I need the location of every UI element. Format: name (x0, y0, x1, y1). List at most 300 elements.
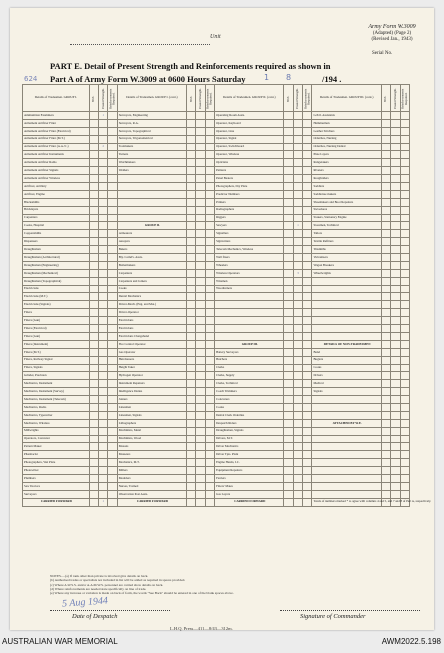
count-cell[interactable] (99, 427, 108, 435)
count-cell[interactable] (284, 498, 293, 506)
count-cell[interactable] (284, 364, 293, 372)
count-cell[interactable] (284, 435, 293, 443)
count-cell[interactable] (284, 332, 293, 340)
count-cell[interactable] (99, 127, 108, 135)
count-cell[interactable] (400, 443, 410, 451)
count-cell[interactable] (187, 403, 196, 411)
count-cell[interactable] (108, 143, 117, 151)
count-cell[interactable] (391, 427, 400, 435)
count-cell[interactable] (303, 269, 312, 277)
count-cell[interactable] (391, 159, 400, 167)
count-cell[interactable] (187, 190, 196, 198)
count-cell[interactable] (99, 309, 108, 317)
count-cell[interactable] (196, 356, 205, 364)
count-cell[interactable] (196, 325, 205, 333)
count-cell[interactable] (196, 340, 205, 348)
count-cell[interactable] (400, 167, 410, 175)
count-cell[interactable] (391, 261, 400, 269)
count-cell[interactable] (89, 254, 98, 262)
count-cell[interactable] (391, 459, 400, 467)
count-cell[interactable] (187, 498, 196, 506)
count-cell[interactable] (205, 419, 214, 427)
count-cell[interactable] (99, 214, 108, 222)
count-cell[interactable] (89, 190, 98, 198)
count-cell[interactable] (293, 143, 302, 151)
count-cell[interactable] (381, 159, 390, 167)
count-cell[interactable] (89, 490, 98, 498)
count-cell[interactable] (293, 317, 302, 325)
count-cell[interactable] (99, 285, 108, 293)
count-cell[interactable] (196, 364, 205, 372)
count-cell[interactable] (99, 380, 108, 388)
count-cell[interactable] (196, 388, 205, 396)
count-cell[interactable] (196, 443, 205, 451)
count-cell[interactable] (196, 127, 205, 135)
count-cell[interactable] (205, 380, 214, 388)
count-cell[interactable] (400, 198, 410, 206)
count-cell[interactable] (187, 474, 196, 482)
count-cell[interactable] (99, 246, 108, 254)
count-cell[interactable] (108, 388, 117, 396)
count-cell[interactable] (108, 135, 117, 143)
count-cell[interactable] (381, 127, 390, 135)
count-cell[interactable] (99, 222, 108, 230)
count-cell[interactable] (89, 214, 98, 222)
count-cell[interactable] (99, 293, 108, 301)
count-cell[interactable] (99, 151, 108, 159)
count-cell[interactable] (89, 206, 98, 214)
count-cell[interactable] (293, 443, 302, 451)
count-cell[interactable] (99, 348, 108, 356)
count-cell[interactable] (187, 198, 196, 206)
count-cell[interactable] (205, 356, 214, 364)
count-cell[interactable] (284, 238, 293, 246)
count-cell[interactable] (196, 309, 205, 317)
count-cell[interactable] (293, 411, 302, 419)
count-cell[interactable] (400, 183, 410, 191)
count-cell[interactable] (293, 309, 302, 317)
count-cell[interactable] (381, 269, 390, 277)
count-cell[interactable] (196, 435, 205, 443)
count-cell[interactable] (196, 285, 205, 293)
count-cell[interactable] (303, 143, 312, 151)
count-cell[interactable] (284, 396, 293, 404)
count-cell[interactable] (284, 411, 293, 419)
count-cell[interactable] (293, 112, 302, 120)
count-cell[interactable] (381, 261, 390, 269)
count-cell[interactable] (400, 364, 410, 372)
count-cell[interactable] (303, 214, 312, 222)
count-cell[interactable] (99, 198, 108, 206)
count-cell[interactable] (293, 459, 302, 467)
count-cell[interactable] (108, 309, 117, 317)
count-cell[interactable] (284, 246, 293, 254)
count-cell[interactable] (108, 459, 117, 467)
count-cell[interactable] (303, 380, 312, 388)
count-cell[interactable] (205, 443, 214, 451)
count-cell[interactable] (99, 325, 108, 333)
count-cell[interactable] (205, 230, 214, 238)
count-cell[interactable] (293, 301, 302, 309)
count-cell[interactable] (187, 119, 196, 127)
count-cell[interactable] (187, 309, 196, 317)
count-cell[interactable] (196, 380, 205, 388)
count-cell[interactable] (391, 388, 400, 396)
count-cell[interactable] (89, 198, 98, 206)
count-cell[interactable] (108, 190, 117, 198)
count-cell[interactable] (400, 332, 410, 340)
count-cell[interactable] (391, 277, 400, 285)
count-cell[interactable] (293, 198, 302, 206)
count-cell[interactable] (391, 435, 400, 443)
count-cell[interactable] (89, 340, 98, 348)
count-cell[interactable] (196, 332, 205, 340)
count-cell[interactable] (381, 451, 390, 459)
count-cell[interactable] (381, 190, 390, 198)
count-cell[interactable] (284, 127, 293, 135)
count-cell[interactable] (196, 482, 205, 490)
count-cell[interactable] (400, 119, 410, 127)
count-cell[interactable] (400, 112, 410, 120)
count-cell[interactable] (99, 135, 108, 143)
count-cell[interactable] (381, 380, 390, 388)
count-cell[interactable] (400, 238, 410, 246)
count-cell[interactable] (293, 214, 302, 222)
count-cell[interactable] (89, 261, 98, 269)
count-cell[interactable] (205, 427, 214, 435)
count-cell[interactable] (284, 143, 293, 151)
count-cell[interactable] (89, 482, 98, 490)
count-cell[interactable] (293, 135, 302, 143)
count-cell[interactable] (303, 498, 312, 506)
count-cell[interactable] (108, 293, 117, 301)
count-cell[interactable] (381, 372, 390, 380)
count-cell[interactable] (303, 427, 312, 435)
count-cell[interactable] (205, 309, 214, 317)
count-cell[interactable] (391, 183, 400, 191)
count-cell[interactable] (89, 396, 98, 404)
count-cell[interactable] (99, 119, 108, 127)
count-cell[interactable] (284, 482, 293, 490)
count-cell[interactable] (303, 451, 312, 459)
count-cell[interactable] (381, 396, 390, 404)
count-cell[interactable] (205, 119, 214, 127)
count-cell[interactable] (187, 151, 196, 159)
count-cell[interactable] (400, 214, 410, 222)
count-cell[interactable] (381, 112, 390, 120)
count-cell[interactable] (187, 293, 196, 301)
count-cell[interactable] (89, 135, 98, 143)
count-cell[interactable] (187, 214, 196, 222)
count-cell[interactable] (196, 151, 205, 159)
count-cell[interactable] (400, 427, 410, 435)
count-cell[interactable] (196, 112, 205, 120)
count-cell[interactable] (205, 238, 214, 246)
count-cell[interactable] (391, 254, 400, 262)
count-cell[interactable] (381, 301, 390, 309)
count-cell[interactable] (108, 127, 117, 135)
count-cell[interactable] (196, 119, 205, 127)
count-cell[interactable] (99, 451, 108, 459)
count-cell[interactable] (99, 356, 108, 364)
count-cell[interactable] (89, 269, 98, 277)
count-cell[interactable] (187, 143, 196, 151)
count-cell[interactable] (293, 151, 302, 159)
count-cell[interactable] (391, 490, 400, 498)
count-cell[interactable] (205, 293, 214, 301)
count-cell[interactable] (400, 190, 410, 198)
count-cell[interactable] (196, 317, 205, 325)
count-cell[interactable] (284, 175, 293, 183)
count-cell[interactable] (205, 167, 214, 175)
count-cell[interactable] (196, 459, 205, 467)
count-cell[interactable] (89, 127, 98, 135)
count-cell[interactable] (89, 356, 98, 364)
count-cell[interactable] (381, 198, 390, 206)
count-cell[interactable] (187, 467, 196, 475)
count-cell[interactable] (400, 127, 410, 135)
count-cell[interactable] (196, 419, 205, 427)
count-cell[interactable] (303, 372, 312, 380)
count-cell[interactable] (187, 317, 196, 325)
count-cell[interactable]: 1 (99, 112, 108, 120)
count-cell[interactable] (391, 403, 400, 411)
count-cell[interactable] (391, 190, 400, 198)
count-cell[interactable] (108, 427, 117, 435)
count-cell[interactable] (293, 396, 302, 404)
count-cell[interactable] (205, 474, 214, 482)
count-cell[interactable] (400, 325, 410, 333)
count-cell[interactable] (303, 167, 312, 175)
count-cell[interactable] (293, 261, 302, 269)
count-cell[interactable] (284, 340, 293, 348)
count-cell[interactable] (391, 269, 400, 277)
count-cell[interactable] (400, 490, 410, 498)
count-cell[interactable] (196, 198, 205, 206)
count-cell[interactable] (99, 332, 108, 340)
count-cell[interactable] (303, 175, 312, 183)
count-cell[interactable] (108, 112, 117, 120)
count-cell[interactable] (303, 403, 312, 411)
count-cell[interactable] (187, 167, 196, 175)
count-cell[interactable] (391, 175, 400, 183)
count-cell[interactable] (205, 127, 214, 135)
count-cell[interactable] (293, 364, 302, 372)
count-cell[interactable] (400, 356, 410, 364)
count-cell[interactable] (293, 474, 302, 482)
count-cell[interactable] (284, 309, 293, 317)
count-cell[interactable] (99, 396, 108, 404)
count-cell[interactable] (391, 293, 400, 301)
count-cell[interactable] (303, 183, 312, 191)
count-cell[interactable] (99, 230, 108, 238)
count-cell[interactable] (196, 427, 205, 435)
count-cell[interactable] (293, 332, 302, 340)
count-cell[interactable] (187, 459, 196, 467)
count-cell[interactable] (205, 135, 214, 143)
count-cell[interactable] (381, 206, 390, 214)
count-cell[interactable] (99, 435, 108, 443)
count-cell[interactable] (284, 325, 293, 333)
count-cell[interactable] (284, 277, 293, 285)
count-cell[interactable] (391, 135, 400, 143)
count-cell[interactable] (381, 183, 390, 191)
count-cell[interactable] (381, 167, 390, 175)
count-cell[interactable] (381, 230, 390, 238)
count-cell[interactable] (187, 135, 196, 143)
count-cell[interactable] (303, 119, 312, 127)
count-cell[interactable] (391, 482, 400, 490)
count-cell[interactable] (89, 167, 98, 175)
count-cell[interactable] (205, 451, 214, 459)
count-cell[interactable] (108, 230, 117, 238)
count-cell[interactable] (303, 467, 312, 475)
count-cell[interactable] (99, 364, 108, 372)
count-cell[interactable] (99, 388, 108, 396)
count-cell[interactable] (187, 340, 196, 348)
count-cell[interactable] (187, 230, 196, 238)
count-cell[interactable] (89, 459, 98, 467)
count-cell[interactable] (108, 214, 117, 222)
count-cell[interactable] (205, 277, 214, 285)
count-cell[interactable] (196, 348, 205, 356)
count-cell[interactable] (303, 396, 312, 404)
count-cell[interactable] (381, 309, 390, 317)
count-cell[interactable] (205, 175, 214, 183)
count-cell[interactable] (196, 214, 205, 222)
count-cell[interactable] (303, 285, 312, 293)
count-cell[interactable] (381, 348, 390, 356)
count-cell[interactable] (108, 277, 117, 285)
count-cell[interactable] (187, 419, 196, 427)
count-cell[interactable] (187, 372, 196, 380)
count-cell[interactable] (293, 427, 302, 435)
count-cell[interactable] (293, 325, 302, 333)
count-cell[interactable] (89, 301, 98, 309)
count-cell[interactable] (205, 254, 214, 262)
count-cell[interactable] (400, 230, 410, 238)
count-cell[interactable] (303, 112, 312, 120)
count-cell[interactable] (108, 159, 117, 167)
count-cell[interactable] (293, 159, 302, 167)
count-cell[interactable] (400, 403, 410, 411)
count-cell[interactable] (89, 411, 98, 419)
count-cell[interactable] (400, 206, 410, 214)
count-cell[interactable] (381, 332, 390, 340)
count-cell[interactable] (293, 190, 302, 198)
count-cell[interactable] (89, 230, 98, 238)
count-cell[interactable] (108, 474, 117, 482)
count-cell[interactable] (391, 151, 400, 159)
count-cell[interactable] (196, 183, 205, 191)
count-cell[interactable] (89, 238, 98, 246)
count-cell[interactable] (99, 317, 108, 325)
count-cell[interactable] (89, 380, 98, 388)
count-cell[interactable] (293, 340, 302, 348)
count-cell[interactable] (99, 372, 108, 380)
count-cell[interactable] (400, 293, 410, 301)
count-cell[interactable] (284, 380, 293, 388)
count-cell[interactable] (99, 183, 108, 191)
count-cell[interactable] (89, 293, 98, 301)
count-cell[interactable] (303, 230, 312, 238)
count-cell[interactable] (381, 474, 390, 482)
count-cell[interactable] (400, 396, 410, 404)
count-cell[interactable] (293, 388, 302, 396)
count-cell[interactable] (400, 411, 410, 419)
count-cell[interactable] (89, 159, 98, 167)
count-cell[interactable]: 1 (99, 498, 108, 506)
count-cell[interactable] (303, 459, 312, 467)
count-cell[interactable] (391, 380, 400, 388)
count-cell[interactable] (293, 277, 302, 285)
count-cell[interactable] (303, 348, 312, 356)
count-cell[interactable] (205, 348, 214, 356)
count-cell[interactable] (400, 309, 410, 317)
count-cell[interactable] (391, 317, 400, 325)
count-cell[interactable] (391, 356, 400, 364)
count-cell[interactable] (293, 482, 302, 490)
count-cell[interactable] (89, 403, 98, 411)
count-cell[interactable] (89, 143, 98, 151)
count-cell[interactable] (108, 403, 117, 411)
count-cell[interactable] (99, 269, 108, 277)
count-cell[interactable] (99, 459, 108, 467)
count-cell[interactable] (400, 459, 410, 467)
count-cell[interactable] (303, 356, 312, 364)
count-cell[interactable] (205, 301, 214, 309)
count-cell[interactable] (187, 411, 196, 419)
count-cell[interactable] (187, 388, 196, 396)
count-cell[interactable] (381, 435, 390, 443)
count-cell[interactable] (196, 474, 205, 482)
count-cell[interactable] (284, 183, 293, 191)
count-cell[interactable] (391, 167, 400, 175)
count-cell[interactable] (89, 372, 98, 380)
count-cell[interactable] (381, 175, 390, 183)
count-cell[interactable] (400, 159, 410, 167)
count-cell[interactable] (196, 238, 205, 246)
count-cell[interactable] (303, 151, 312, 159)
count-cell[interactable] (205, 198, 214, 206)
count-cell[interactable] (99, 254, 108, 262)
count-cell[interactable] (108, 175, 117, 183)
count-cell[interactable] (205, 340, 214, 348)
count-cell[interactable] (293, 246, 302, 254)
count-cell[interactable] (391, 301, 400, 309)
count-cell[interactable] (89, 151, 98, 159)
count-cell[interactable] (89, 285, 98, 293)
count-cell[interactable] (187, 301, 196, 309)
count-cell[interactable] (187, 348, 196, 356)
count-cell[interactable] (303, 317, 312, 325)
count-cell[interactable] (196, 190, 205, 198)
count-cell[interactable] (284, 403, 293, 411)
count-cell[interactable] (108, 183, 117, 191)
count-cell[interactable] (293, 435, 302, 443)
count-cell[interactable] (303, 206, 312, 214)
count-cell[interactable] (293, 403, 302, 411)
count-cell[interactable] (303, 443, 312, 451)
count-cell[interactable] (205, 143, 214, 151)
count-cell[interactable] (99, 159, 108, 167)
count-cell[interactable] (196, 490, 205, 498)
count-cell[interactable] (205, 183, 214, 191)
count-cell[interactable] (108, 490, 117, 498)
count-cell[interactable] (293, 451, 302, 459)
count-cell[interactable] (391, 119, 400, 127)
count-cell[interactable] (89, 119, 98, 127)
